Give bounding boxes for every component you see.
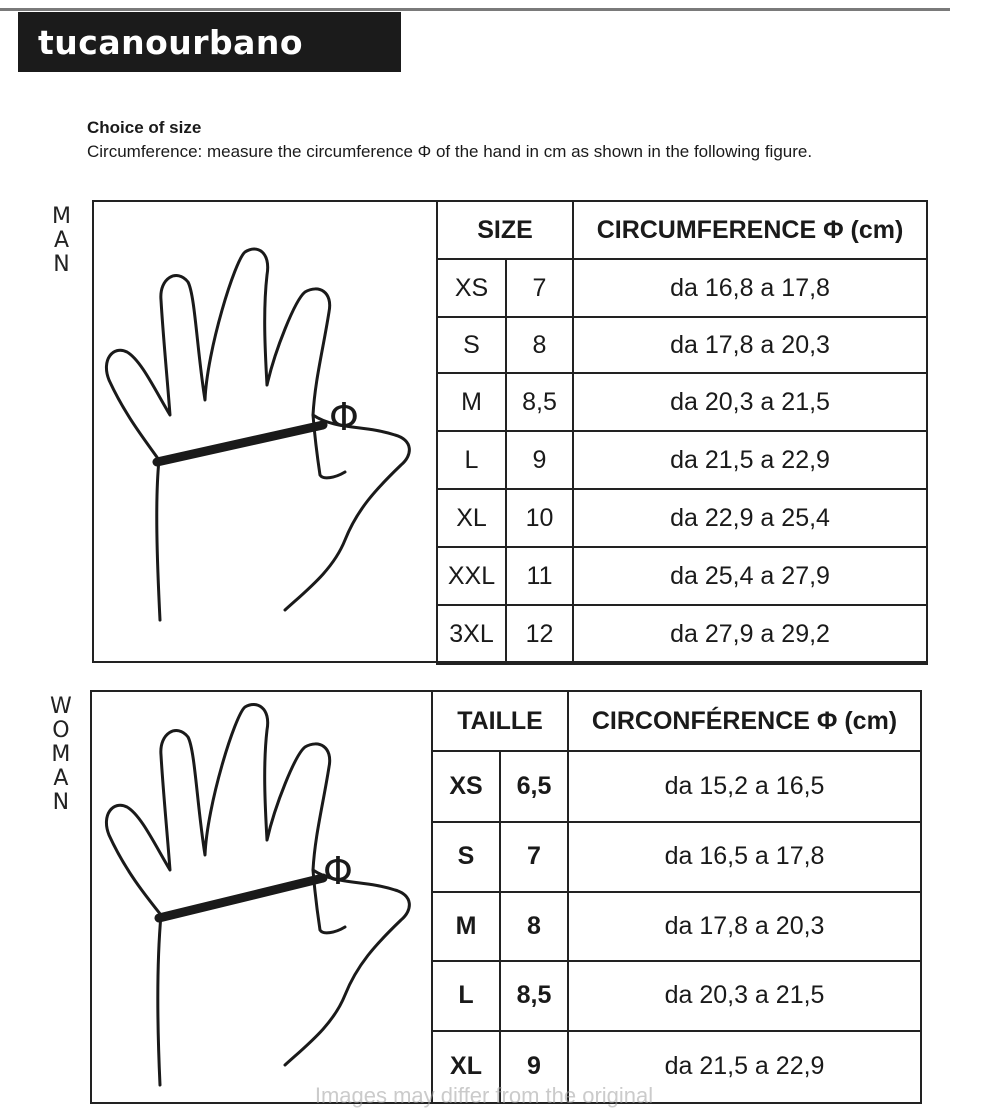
top-rule (0, 8, 950, 11)
circumference-range: da 27,9 a 29,2 (573, 605, 927, 664)
circumference-range: da 22,9 a 25,4 (573, 489, 927, 547)
woman-circ-header: CIRCONFÉRENCE Φ (cm) (568, 691, 921, 751)
size-number: 9 (500, 1031, 568, 1103)
woman-phi-symbol: Φ (323, 849, 353, 893)
size-code: S (432, 822, 500, 892)
size-code: S (437, 317, 506, 373)
size-code: L (437, 431, 506, 489)
size-number: 7 (506, 259, 573, 317)
man-size-row (437, 489, 927, 547)
woman-label-letter: N (52, 790, 70, 815)
size-number: 8 (506, 317, 573, 373)
size-code: L (432, 961, 500, 1030)
woman-size-table (431, 690, 922, 1104)
woman-size-row (432, 822, 921, 892)
man-size-row (437, 259, 927, 317)
watermark-text: Images may differ from the original (314, 1083, 654, 1108)
woman-side-label (50, 695, 72, 815)
woman-label-letter: A (53, 766, 69, 791)
size-number: 8 (500, 892, 568, 961)
circumference-range: da 17,8 a 20,3 (573, 317, 927, 373)
circumference-range: da 16,8 a 17,8 (573, 259, 927, 317)
size-number: 11 (506, 547, 573, 605)
man-header-row (437, 201, 927, 259)
man-label-letter: N (53, 252, 70, 277)
man-size-row (437, 373, 927, 431)
woman-size-row (432, 961, 921, 1030)
woman-header-row (432, 691, 921, 751)
section-heading: Choice of size (87, 118, 202, 137)
man-size-row (437, 317, 927, 373)
circumference-range: da 21,5 a 22,9 (568, 1031, 921, 1103)
circumference-range: da 16,5 a 17,8 (568, 822, 921, 892)
woman-size-row (432, 751, 921, 821)
size-code: 3XL (437, 605, 506, 664)
man-label-letter: A (53, 228, 70, 253)
circumference-range: da 20,3 a 21,5 (573, 373, 927, 431)
circumference-range: da 17,8 a 20,3 (568, 892, 921, 961)
man-side-label (52, 205, 71, 277)
size-number: 10 (506, 489, 573, 547)
size-code: XL (432, 1031, 500, 1103)
size-number: 8,5 (506, 373, 573, 431)
woman-label-letter: M (51, 742, 71, 767)
size-code: M (437, 373, 506, 431)
size-number: 7 (500, 822, 568, 892)
man-size-header: SIZE (437, 201, 573, 259)
man-phi-symbol: Φ (329, 395, 359, 439)
man-size-row (437, 547, 927, 605)
size-number: 8,5 (500, 961, 568, 1030)
man-circ-header: CIRCUMFERENCE Φ (cm) (573, 201, 927, 259)
woman-hand-illustration (95, 700, 425, 1095)
size-code: XXL (437, 547, 506, 605)
size-number: 6,5 (500, 751, 568, 821)
size-code: XS (432, 751, 500, 821)
woman-size-row (432, 892, 921, 961)
circumference-range: da 25,4 a 27,9 (573, 547, 927, 605)
woman-label-letter: O (52, 718, 70, 743)
measure-instruction: Circumference: measure the circumference Φ of the hand in cm as shown in the following figure. (87, 142, 813, 161)
man-size-row (437, 605, 927, 664)
woman-label-letter: W (50, 694, 72, 719)
size-number: 9 (506, 431, 573, 489)
man-size-table (436, 200, 928, 665)
size-code: M (432, 892, 500, 961)
man-hand-illustration (95, 240, 430, 640)
size-number: 12 (506, 605, 573, 664)
circumference-range: da 20,3 a 21,5 (568, 961, 921, 1030)
man-label-letter: M (52, 204, 71, 229)
woman-size-header: TAILLE (432, 691, 568, 751)
circumference-range: da 15,2 a 16,5 (568, 751, 921, 821)
brand-logo: tucanourbano (18, 12, 401, 72)
circumference-range: da 21,5 a 22,9 (573, 431, 927, 489)
size-code: XS (437, 259, 506, 317)
man-size-row (437, 431, 927, 489)
size-code: XL (437, 489, 506, 547)
